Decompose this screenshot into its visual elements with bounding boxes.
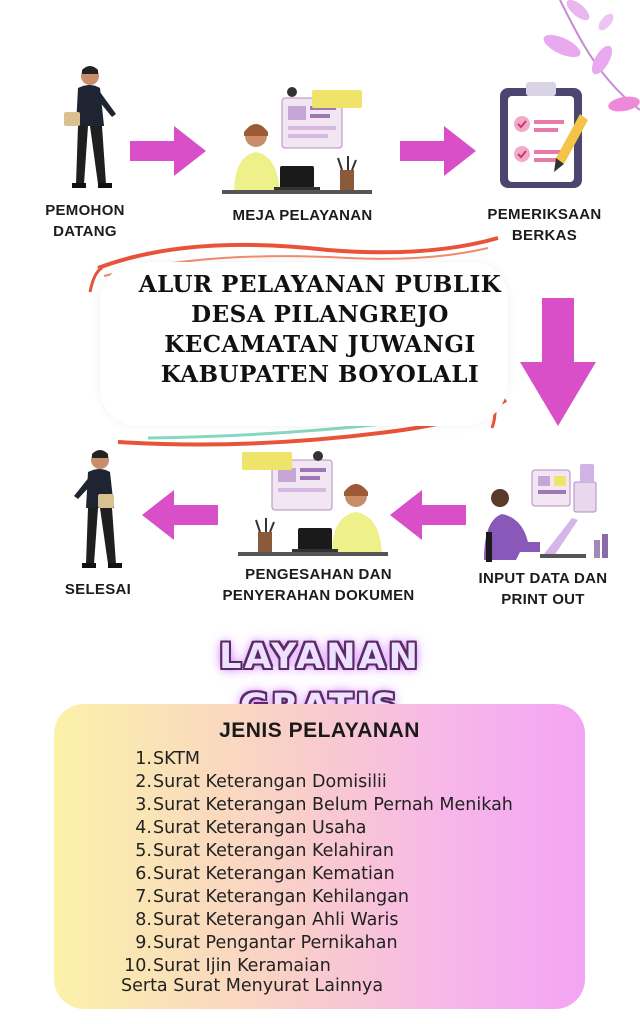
computer-operator-icon	[476, 462, 616, 566]
title-line-4: KABUPATEN BOYOLALI	[160, 361, 480, 388]
step-label-pengesahan: PENGESAHAN DAN PENYERAHAN DOKUMEN	[222, 566, 415, 604]
arrow-right-icon	[398, 124, 478, 178]
list-item-text: SKTM	[153, 749, 201, 769]
clipboard-checklist-icon	[494, 80, 594, 192]
person-walking-icon	[58, 62, 128, 192]
list-item-text: Surat Keterangan Usaha	[153, 818, 367, 838]
list-item-number: 2.	[135, 772, 152, 792]
list-item	[54, 772, 387, 795]
free-service-banner: LAYANAN	[219, 637, 421, 677]
list-item-text: Surat Keterangan Kehilangan	[153, 887, 409, 907]
list-item	[54, 910, 398, 933]
step-label-pemohon-datang: PEMOHON DATANG	[45, 202, 125, 240]
list-item	[54, 818, 367, 841]
arrow-left-icon	[388, 488, 468, 542]
document-approval-desk-icon	[232, 448, 392, 560]
office-desk-icon	[222, 86, 382, 196]
list-item-number: 5.	[135, 841, 152, 861]
step-label-pemeriksaan-berkas: PEMERIKSAAN BERKAS	[487, 206, 602, 244]
services-card	[54, 704, 585, 1009]
step-label-selesai: SELESAI	[64, 581, 132, 598]
title-line-1: ALUR PELAYANAN PUBLIK	[138, 271, 502, 298]
list-item-text: Surat Keterangan Belum Pernah Menikah	[153, 795, 513, 815]
list-item-number: 6.	[135, 864, 152, 884]
list-item-number: 3.	[135, 795, 152, 815]
list-item-text: Surat Pengantar Pernikahan	[153, 933, 398, 953]
services-footer: Serta Surat Menyurat Lainnya	[121, 976, 384, 996]
list-item	[54, 933, 398, 956]
list-item-number: 10.	[124, 956, 152, 976]
services-title: JENIS PELAYANAN	[219, 719, 420, 742]
list-item-number: 9.	[135, 933, 152, 953]
list-item-text: Surat Keterangan Kematian	[153, 864, 395, 884]
arrow-right-icon	[128, 124, 208, 178]
list-item-text: Surat Keterangan Kelahiran	[153, 841, 394, 861]
title-line-2: DESA PILANGREJO	[191, 301, 449, 328]
list-item-number: 4.	[135, 818, 152, 838]
list-item	[54, 749, 200, 772]
title-line-3: KECAMATAN JUWANGI	[164, 331, 476, 358]
arrow-left-icon	[140, 488, 220, 542]
list-item-number: 7.	[135, 887, 152, 907]
list-item	[54, 795, 513, 818]
list-item-text: Surat Ijin Keramaian	[153, 956, 331, 976]
list-item	[54, 841, 394, 864]
list-item-text: Surat Keterangan Ahli Waris	[153, 910, 399, 930]
person-leaving-icon	[64, 446, 134, 572]
list-item	[54, 887, 409, 910]
list-item-number: 8.	[135, 910, 152, 930]
step-label-meja-pelayanan: MEJA PELAYANAN	[232, 207, 373, 224]
list-item-number: 1.	[135, 749, 152, 769]
list-item	[54, 864, 395, 887]
list-item-text: Surat Keterangan Domisilii	[153, 772, 387, 792]
step-label-input-data: INPUT DATA DAN PRINT OUT	[478, 570, 608, 608]
